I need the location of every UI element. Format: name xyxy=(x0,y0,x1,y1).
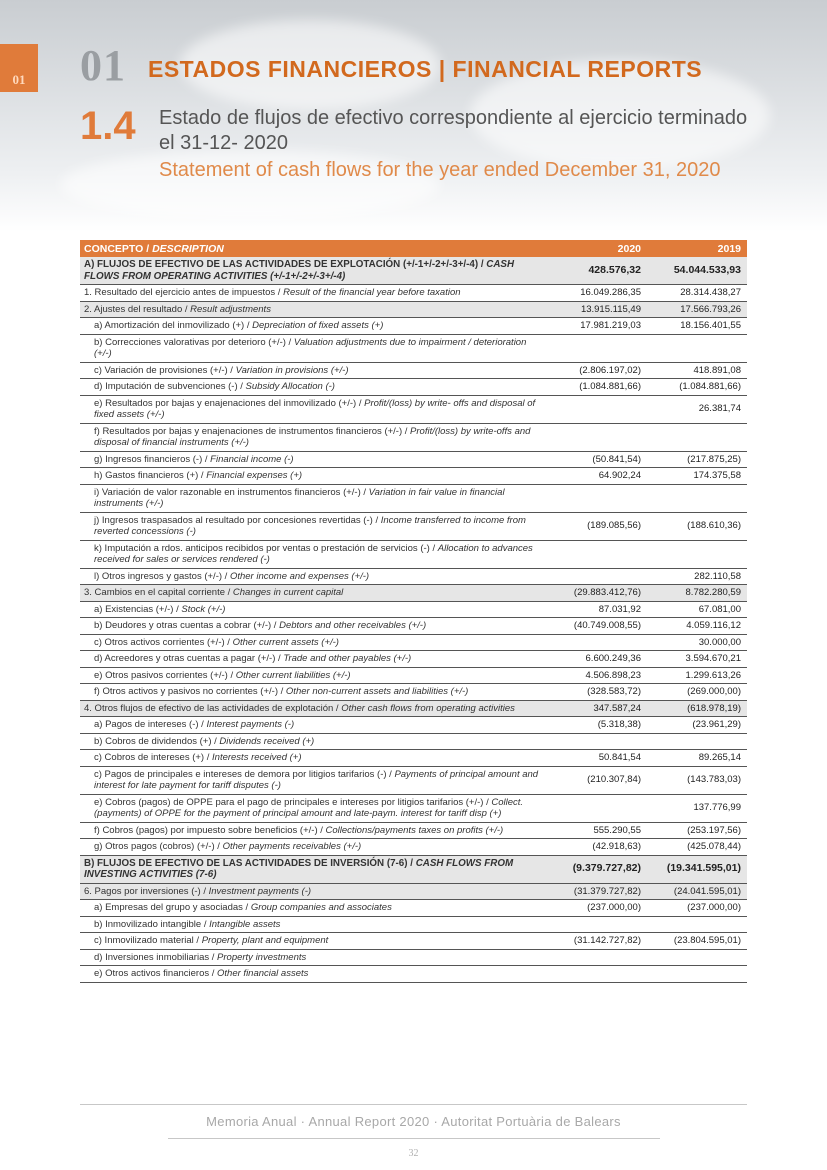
row-label-en: Collect.(payments) of OPPE for the payment of principal amount and late-paym. interest for tariff disp (+) xyxy=(94,796,524,819)
table-row xyxy=(80,395,747,423)
value-2019: 17.566.793,26 xyxy=(647,301,747,318)
row-description xyxy=(80,684,547,701)
table-row xyxy=(80,667,747,684)
table-row xyxy=(80,468,747,485)
row-label-es: g) Ingresos financieros (-) / xyxy=(94,453,211,465)
row-description xyxy=(80,822,547,839)
value-2019: (618.978,19) xyxy=(647,700,747,717)
value-2020 xyxy=(547,966,647,983)
value-2020 xyxy=(547,916,647,933)
value-2019: (425.078,44) xyxy=(647,839,747,856)
table-row xyxy=(80,700,747,717)
row-description xyxy=(80,733,547,750)
value-2019: 18.156.401,55 xyxy=(647,318,747,335)
table-row xyxy=(80,750,747,767)
value-2019 xyxy=(647,916,747,933)
row-label-en: Interest payments (-) xyxy=(206,719,295,730)
table-row xyxy=(80,883,747,900)
value-2020 xyxy=(547,484,647,512)
value-2020: 64.902,24 xyxy=(547,468,647,485)
value-2020 xyxy=(547,634,647,651)
value-2019 xyxy=(647,540,747,568)
table-row xyxy=(80,855,747,883)
table-row xyxy=(80,966,747,983)
row-label-en: Other payments receivables (+/-) xyxy=(222,841,362,852)
value-2019 xyxy=(647,966,747,983)
table-row xyxy=(80,766,747,794)
row-description xyxy=(80,585,547,602)
value-2020 xyxy=(547,949,647,966)
table-row xyxy=(80,618,747,635)
table-body xyxy=(80,257,747,982)
value-2020: 17.981.219,03 xyxy=(547,318,647,335)
value-2019: 30.000,00 xyxy=(647,634,747,651)
row-label-en: CASH FLOWS FROM OPERATING ACTIVITIES (+/-1+/-2+/-3+/-4) xyxy=(84,259,515,282)
row-label-en: Dividends received (+) xyxy=(219,735,315,747)
row-label-en: Subsidy Allocation (-) xyxy=(245,381,335,392)
table-row xyxy=(80,794,747,822)
table-row xyxy=(80,717,747,734)
table-row xyxy=(80,484,747,512)
value-2019: 137.776,99 xyxy=(647,794,747,822)
table-row xyxy=(80,634,747,651)
value-2020: 6.600.249,36 xyxy=(547,651,647,668)
row-label-es: a) Amortización del inmovilizado (+) / xyxy=(94,320,253,331)
row-description xyxy=(80,717,547,734)
table-row xyxy=(80,540,747,568)
table-row xyxy=(80,362,747,379)
row-label-en: Trade and other payables (+/-) xyxy=(283,653,412,664)
value-2020: 555.290,55 xyxy=(547,822,647,839)
value-2019: 67.081,00 xyxy=(647,601,747,618)
row-label-es: 3. Cambios en el capital corriente / xyxy=(84,587,233,598)
row-label-en: Financial income (-) xyxy=(210,453,294,465)
section-title-es: Estado de flujos de efectivo correspondiente al ejercicio terminado el 31-12- 2020 xyxy=(159,107,748,154)
row-label-en: Interests received (+) xyxy=(212,752,302,763)
row-label-es: 4. Otros flujos de efectivo de las actividades de explotación / xyxy=(84,702,342,714)
row-label-en: Depreciation of fixed assets (+) xyxy=(252,320,384,331)
value-2020: (328.583,72) xyxy=(547,684,647,701)
row-label-es: 2. Ajustes del resultado / xyxy=(84,303,191,315)
row-label-en: Other income and expenses (+/-) xyxy=(229,570,370,582)
row-label-es: g) Otros pagos (cobros) (+/-) / xyxy=(94,841,223,852)
value-2019: (269.000,00) xyxy=(647,684,747,701)
table-row xyxy=(80,601,747,618)
value-2020: 428.576,32 xyxy=(547,257,647,285)
row-description xyxy=(80,839,547,856)
table-row xyxy=(80,949,747,966)
row-label-es: a) Empresas del grupo y asociadas / xyxy=(94,902,251,913)
row-label-es: c) Variación de provisiones (+/-) / xyxy=(94,364,236,376)
table-header-row xyxy=(80,240,747,257)
row-description xyxy=(80,794,547,822)
section-title-en: Statement of cash flows for the year ended December 31, 2020 xyxy=(159,159,721,181)
value-2019: (143.783,03) xyxy=(647,766,747,794)
row-label-en: Other current assets (+/-) xyxy=(232,636,339,648)
row-description xyxy=(80,395,547,423)
value-2020: (31.142.727,82) xyxy=(547,933,647,950)
row-label-es: B) FLUJOS DE EFECTIVO DE LAS ACTIVIDADES DE INVERSIÓN (7-6) / xyxy=(84,857,416,869)
row-label-es: c) Cobros de intereses (+) / xyxy=(94,752,213,763)
row-description xyxy=(80,949,547,966)
value-2019: 28.314.438,27 xyxy=(647,285,747,302)
footer-text: Memoria Anual · Annual Report 2020 · Autoritat Portuària de Balears xyxy=(206,1114,621,1129)
chapter-number: 01 xyxy=(80,41,126,90)
table-row xyxy=(80,933,747,950)
row-description xyxy=(80,916,547,933)
value-2019: 1.299.613,26 xyxy=(647,667,747,684)
row-label-en: Variation in provisions (+/-) xyxy=(235,364,349,376)
chapter-title: ESTADOS FINANCIEROS | FINANCIAL REPORTS xyxy=(148,56,703,82)
row-description xyxy=(80,766,547,794)
row-label-es: k) Imputación a rdos. anticipos recibidos por ventas o prestación de servicios (-) / xyxy=(94,542,438,554)
row-description xyxy=(80,933,547,950)
value-2019: (1.084.881,66) xyxy=(647,379,747,396)
chapter-tab: 01 xyxy=(0,44,38,92)
row-description xyxy=(80,451,547,468)
row-description xyxy=(80,667,547,684)
row-description xyxy=(80,651,547,668)
value-2020: (50.841,54) xyxy=(547,451,647,468)
table-row xyxy=(80,318,747,335)
row-description xyxy=(80,700,547,717)
row-label-en: Other cash flows from operating activities xyxy=(341,702,515,714)
value-2019: 418.891,08 xyxy=(647,362,747,379)
row-description xyxy=(80,540,547,568)
row-label-es: c) Otros activos corrientes (+/-) / xyxy=(94,636,233,648)
row-label-es: a) Existencias (+/-) / xyxy=(94,603,182,615)
row-label-es: h) Gastos financieros (+) / xyxy=(94,470,207,481)
value-2019: 174.375,58 xyxy=(647,468,747,485)
value-2020: (2.806.197,02) xyxy=(547,362,647,379)
row-description xyxy=(80,900,547,917)
value-2020: (40.749.008,55) xyxy=(547,618,647,635)
row-description xyxy=(80,423,547,451)
row-label-en: Profit/(loss) by write- offs and disposal of fixed assets (+/-) xyxy=(94,397,536,420)
table-row xyxy=(80,285,747,302)
row-description xyxy=(80,285,547,302)
table-row xyxy=(80,651,747,668)
table-row xyxy=(80,822,747,839)
page-number: 32 xyxy=(408,1148,419,1159)
table-row xyxy=(80,512,747,540)
value-2020: 4.506.898,23 xyxy=(547,667,647,684)
row-label-en: Allocation to advances received for sales or services rendered (-) xyxy=(94,542,533,565)
value-2020 xyxy=(547,540,647,568)
row-label-en: Income transferred to income from reverted concessions (-) xyxy=(94,514,526,537)
row-description xyxy=(80,568,547,585)
column-header-2020: 2020 xyxy=(547,240,647,257)
value-2020: (31.379.727,82) xyxy=(547,883,647,900)
value-2020: (189.085,56) xyxy=(547,512,647,540)
row-description xyxy=(80,634,547,651)
column-header-2019: 2019 xyxy=(647,240,747,257)
value-2020: (210.307,84) xyxy=(547,766,647,794)
value-2019: (188.610,36) xyxy=(647,512,747,540)
row-label-en: Changes in current capital xyxy=(232,587,344,598)
value-2020: 87.031,92 xyxy=(547,601,647,618)
row-label-es: e) Otros pasivos corrientes (+/-) / xyxy=(94,669,236,681)
table-row xyxy=(80,900,747,917)
row-description xyxy=(80,468,547,485)
value-2020 xyxy=(547,794,647,822)
row-description xyxy=(80,362,547,379)
row-label-es: f) Resultados por bajas y enajenaciones de instrumentos financieros (+/-) / xyxy=(94,425,411,437)
row-label-en: Other non-current assets and liabilities (+/-) xyxy=(285,686,469,697)
row-label-es: e) Resultados por bajas y enajenaciones del inmovilizado (+/-) / xyxy=(94,397,365,409)
table-row xyxy=(80,733,747,750)
row-label-en: Stock (+/-) xyxy=(181,603,226,615)
value-2019: 8.782.280,59 xyxy=(647,585,747,602)
row-description xyxy=(80,750,547,767)
row-label-en: Collections/payments taxes on profits (+/-) xyxy=(325,824,504,836)
value-2019: (23.804.595,01) xyxy=(647,933,747,950)
value-2020: 347.587,24 xyxy=(547,700,647,717)
value-2019: (253.197,56) xyxy=(647,822,747,839)
value-2020: (42.918,63) xyxy=(547,839,647,856)
value-2019: 26.381,74 xyxy=(647,395,747,423)
row-description xyxy=(80,601,547,618)
row-label-en: Payments of principal amount and interest for late payment for tariff disputes (-) xyxy=(94,768,539,791)
row-description xyxy=(80,318,547,335)
row-label-es: a) Pagos de intereses (-) / xyxy=(94,719,207,730)
row-label-es: b) Correcciones valorativas por deterioro (+/-) / xyxy=(94,336,294,348)
value-2020 xyxy=(547,733,647,750)
cash-flow-table xyxy=(80,240,747,983)
table-row xyxy=(80,451,747,468)
row-label-es: b) Inmovilizado intangible / xyxy=(94,918,210,930)
row-label-en: Variation in fair value in financial instruments (+/-) xyxy=(94,486,505,509)
row-label-en: Group companies and associates xyxy=(250,902,392,913)
footer-divider xyxy=(168,1138,660,1139)
value-2019: (19.341.595,01) xyxy=(647,855,747,883)
row-description xyxy=(80,966,547,983)
value-2020 xyxy=(547,395,647,423)
value-2019 xyxy=(647,949,747,966)
row-label-es: c) Pagos de principales e intereses de demora por litigios tarifarios (-) / xyxy=(94,768,395,780)
value-2019: 3.594.670,21 xyxy=(647,651,747,668)
row-label-en: Financial expenses (+) xyxy=(206,470,303,481)
table-row xyxy=(80,916,747,933)
value-2019: 89.265,14 xyxy=(647,750,747,767)
row-label-en: Intangible assets xyxy=(209,918,281,930)
value-2019: 4.059.116,12 xyxy=(647,618,747,635)
value-2020 xyxy=(547,334,647,362)
value-2020: 50.841,54 xyxy=(547,750,647,767)
row-label-es: b) Cobros de dividendos (+) / xyxy=(94,735,220,747)
value-2019: 282.110,58 xyxy=(647,568,747,585)
value-2020: (9.379.727,82) xyxy=(547,855,647,883)
row-label-es: l) Otros ingresos y gastos (+/-) / xyxy=(94,570,230,582)
value-2020: 16.049.286,35 xyxy=(547,285,647,302)
value-2020: (237.000,00) xyxy=(547,900,647,917)
row-label-es: d) Acreedores y otras cuentas a pagar (+/-) / xyxy=(94,653,284,664)
value-2020: (1.084.881,66) xyxy=(547,379,647,396)
value-2019: (237.000,00) xyxy=(647,900,747,917)
row-label-es: d) Imputación de subvenciones (-) / xyxy=(94,381,246,392)
row-label-en: Result adjustments xyxy=(190,303,271,315)
table-row xyxy=(80,568,747,585)
row-description xyxy=(80,257,547,285)
value-2019 xyxy=(647,334,747,362)
row-label-en: CASH FLOWS FROM INVESTING ACTIVITIES (7-6) xyxy=(84,857,514,880)
row-description xyxy=(80,512,547,540)
table-row xyxy=(80,684,747,701)
value-2020: 13.915.115,49 xyxy=(547,301,647,318)
row-description xyxy=(80,618,547,635)
row-label-en: Property, plant and equipment xyxy=(201,935,329,946)
row-label-es: c) Inmovilizado material / xyxy=(94,935,202,946)
row-label-es: b) Deudores y otras cuentas a cobrar (+/-) / xyxy=(94,620,280,631)
value-2020: (29.883.412,76) xyxy=(547,585,647,602)
row-label-es: e) Cobros (pagos) de OPPE para el pago de principales e intereses por litigios tarifarios (+/-) / xyxy=(94,796,492,808)
value-2020 xyxy=(547,423,647,451)
table-row xyxy=(80,301,747,318)
row-label-es: f) Cobros (pagos) por impuesto sobre beneficios (+/-) / xyxy=(94,824,326,836)
table-row xyxy=(80,257,747,285)
column-header-concept: CONCEPTO / DESCRIPTION xyxy=(80,240,547,257)
value-2019 xyxy=(647,733,747,750)
row-label-es: j) Ingresos traspasados al resultado por concesiones revertidas (-) / xyxy=(94,514,381,526)
row-label-es: i) Variación de valor razonable en instrumentos financieros (+/-) / xyxy=(94,486,369,498)
table-row xyxy=(80,423,747,451)
row-description xyxy=(80,334,547,362)
row-label-en: Valuation adjustments due to impairment / deterioration (+/-) xyxy=(94,336,527,359)
value-2019 xyxy=(647,484,747,512)
value-2019: (24.041.595,01) xyxy=(647,883,747,900)
value-2019 xyxy=(647,423,747,451)
row-description xyxy=(80,379,547,396)
row-label-en: Debtors and other receivables (+/-) xyxy=(279,620,427,631)
row-description xyxy=(80,883,547,900)
row-label-en: Result of the financial year before taxation xyxy=(283,287,461,298)
table-row xyxy=(80,585,747,602)
row-label-es: f) Otros activos y pasivos no corrientes (+/-) / xyxy=(94,686,286,697)
row-label-es: e) Otros activos financieros / xyxy=(94,968,218,979)
table-row xyxy=(80,839,747,856)
row-label-en: Other current liabilities (+/-) xyxy=(235,669,351,681)
value-2019: (217.875,25) xyxy=(647,451,747,468)
value-2019: (23.961,29) xyxy=(647,717,747,734)
row-label-en: Investment payments (-) xyxy=(208,885,312,897)
row-label-en: Property investments xyxy=(217,951,307,963)
table-row xyxy=(80,379,747,396)
row-description xyxy=(80,855,547,883)
row-description xyxy=(80,301,547,318)
row-label-es: 1. Resultado del ejercicio antes de impuestos / xyxy=(84,287,284,298)
row-label-es: 6. Pagos por inversiones (-) / xyxy=(84,885,209,897)
value-2020 xyxy=(547,568,647,585)
footer-divider xyxy=(80,1104,747,1105)
row-label-en: Profit/(loss) by write-offs and disposal of financial instruments (+/-) xyxy=(94,425,531,448)
table-row xyxy=(80,334,747,362)
section-number: 1.4 xyxy=(80,104,136,148)
row-label-en: Other financial assets xyxy=(217,968,309,979)
row-label-es: d) Inversiones inmobiliarias / xyxy=(94,951,218,963)
value-2019: 54.044.533,93 xyxy=(647,257,747,285)
value-2020: (5.318,38) xyxy=(547,717,647,734)
row-label-es: A) FLUJOS DE EFECTIVO DE LAS ACTIVIDADES DE EXPLOTACIÓN (+/-1+/-2+/-3+/-4) / xyxy=(84,259,487,270)
row-description xyxy=(80,484,547,512)
